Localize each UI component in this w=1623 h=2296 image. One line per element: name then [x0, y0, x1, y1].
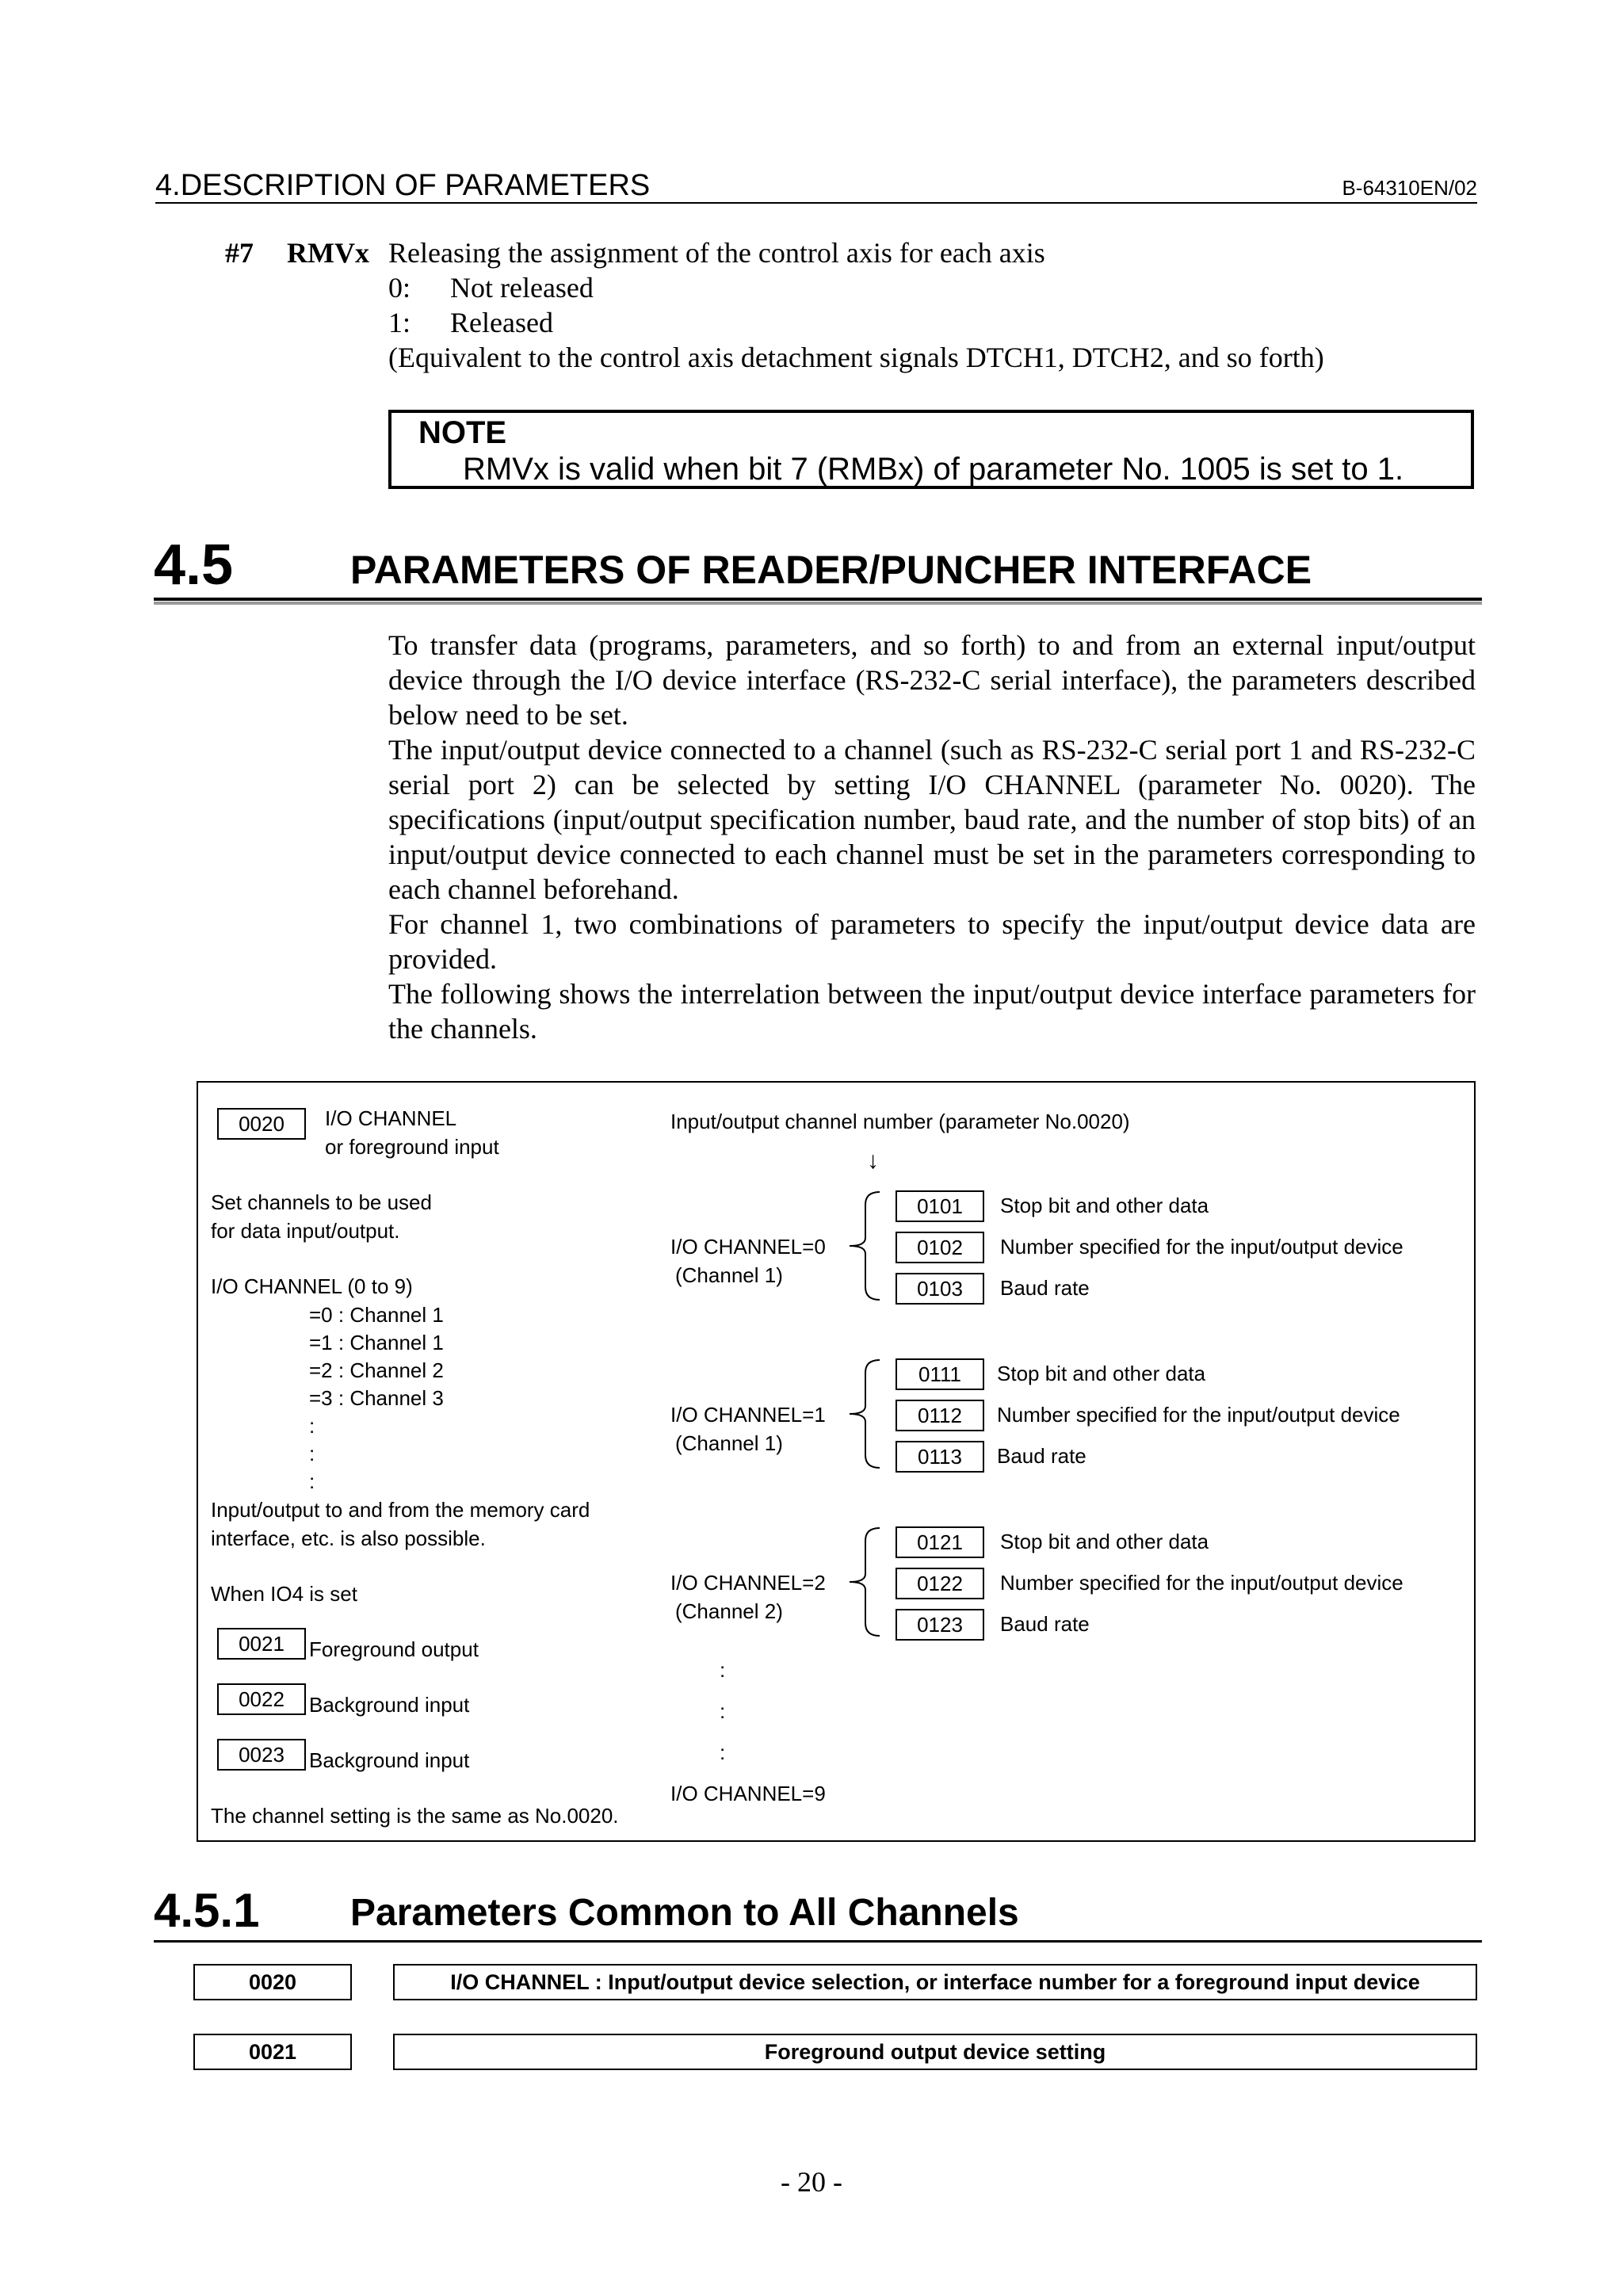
- param-number-cell: 0020: [193, 1964, 352, 2000]
- channel-sub: (Channel 1): [675, 1263, 783, 1287]
- channel-map-item: =1 : Channel 1: [309, 1331, 444, 1354]
- param-box: 0121: [896, 1526, 984, 1558]
- diagram-text: Input/output to and from the memory card: [211, 1498, 590, 1522]
- option-text: Not released: [450, 272, 594, 304]
- option-key: 0:: [388, 272, 411, 304]
- param-label: Number specified for the input/output device: [997, 1403, 1400, 1427]
- bit-equivalent: (Equivalent to the control axis detachment signals DTCH1, DTCH2, and so forth): [388, 342, 1324, 373]
- param-box: 0103: [896, 1273, 984, 1305]
- diagram-text: interface, etc. is also possible.: [211, 1526, 486, 1550]
- param-box: 0122: [896, 1568, 984, 1599]
- param-description-cell: I/O CHANNEL : Input/output device selection, or interface number for a foreground input device: [393, 1964, 1477, 2000]
- param-label: Baud rate: [1000, 1276, 1090, 1300]
- channel-sub: (Channel 1): [675, 1431, 783, 1455]
- param-label: Baud rate: [997, 1444, 1086, 1468]
- paragraph: For channel 1, two combinations of parameters to specify the input/output device data are provided.: [388, 908, 1476, 975]
- note-title: NOTE: [418, 415, 507, 450]
- channel-map-item: =3 : Channel 3: [309, 1386, 444, 1410]
- diagram-text: for data input/output.: [211, 1219, 400, 1243]
- param-label: Stop bit and other data: [1000, 1194, 1209, 1217]
- param-box: 0101: [896, 1190, 984, 1222]
- subsection-rule: [154, 1940, 1482, 1943]
- param-box: 0021: [217, 1628, 306, 1660]
- param-description-cell: Foreground output device setting: [393, 2034, 1477, 2070]
- channel-map-item: :: [309, 1414, 315, 1438]
- param-label: Background input: [309, 1748, 470, 1772]
- down-arrow-icon: ↓: [867, 1148, 879, 1174]
- diagram-title: Input/output channel number (parameter No.0020): [670, 1110, 1130, 1133]
- param-number-cell: 0021: [193, 2034, 352, 2070]
- bit-number: #7: [225, 237, 254, 269]
- bit-description: Releasing the assignment of the control axis for each axis: [388, 237, 1045, 269]
- param-label: Number specified for the input/output device: [1000, 1571, 1403, 1595]
- param-label: Background input: [309, 1693, 470, 1717]
- continuation-dots: :: [720, 1658, 726, 1682]
- param-box: 0022: [217, 1683, 306, 1715]
- diagram-text: The channel setting is the same as No.0020.: [211, 1804, 619, 1828]
- param-box: 0020: [217, 1108, 306, 1140]
- section-rule-shadow: [154, 602, 1482, 605]
- channel-label: I/O CHANNEL=9: [670, 1782, 826, 1805]
- bit-name: RMVx: [287, 237, 369, 269]
- channel-label: I/O CHANNEL=1: [670, 1403, 826, 1427]
- continuation-dots: :: [720, 1740, 726, 1764]
- paragraph: To transfer data (programs, parameters, and so forth) to and from an external input/output device through the I/O device interface (RS-232-C serial interface), the parameters described below need to be set.: [388, 629, 1476, 731]
- document-code: B-64310EN/02: [1342, 176, 1477, 200]
- section-number: 4.5: [154, 533, 234, 597]
- param-label: Baud rate: [1000, 1612, 1090, 1636]
- page-header-title: 4.DESCRIPTION OF PARAMETERS: [155, 169, 651, 202]
- param-label: Stop bit and other data: [997, 1362, 1206, 1385]
- param-box: 0102: [896, 1232, 984, 1263]
- channel-label: I/O CHANNEL=0: [670, 1235, 826, 1259]
- channel-map-item: :: [309, 1469, 315, 1493]
- option-text: Released: [450, 307, 553, 338]
- header-rule: [155, 202, 1477, 204]
- channel-map-item: :: [309, 1442, 315, 1465]
- diagram-text: I/O CHANNEL (0 to 9): [211, 1274, 413, 1298]
- param-label: or foreground input: [325, 1135, 499, 1159]
- param-box: 0023: [217, 1739, 306, 1771]
- paragraph: The following shows the interrelation between the input/output device interface parameters for the channels.: [388, 978, 1476, 1045]
- brace-icon: [846, 1189, 881, 1303]
- section-rule: [154, 598, 1482, 601]
- brace-icon: [846, 1357, 881, 1471]
- subsection-title: Parameters Common to All Channels: [350, 1892, 1019, 1934]
- continuation-dots: :: [720, 1699, 726, 1723]
- param-label: Stop bit and other data: [1000, 1530, 1209, 1553]
- section-title: PARAMETERS OF READER/PUNCHER INTERFACE: [350, 548, 1312, 592]
- param-box: 0113: [896, 1441, 984, 1473]
- param-box: 0123: [896, 1609, 984, 1641]
- diagram-text: Set channels to be used: [211, 1190, 432, 1214]
- channel-map-item: =0 : Channel 1: [309, 1303, 444, 1327]
- channel-label: I/O CHANNEL=2: [670, 1571, 826, 1595]
- diagram-text: When IO4 is set: [211, 1582, 357, 1606]
- page-number: - 20 -: [781, 2166, 842, 2198]
- option-key: 1:: [388, 307, 411, 338]
- param-box: 0111: [896, 1358, 984, 1390]
- param-label: Number specified for the input/output device: [1000, 1235, 1403, 1259]
- channel-sub: (Channel 2): [675, 1599, 783, 1623]
- subsection-number: 4.5.1: [154, 1884, 260, 1937]
- param-box: 0112: [896, 1400, 984, 1431]
- note-text: RMVx is valid when bit 7 (RMBx) of parameter No. 1005 is set to 1.: [463, 452, 1404, 487]
- channel-map-item: =2 : Channel 2: [309, 1358, 444, 1382]
- paragraph: The input/output device connected to a channel (such as RS-232-C serial port 1 and RS-232-C serial port 2) can be selected by setting I/O CHANNEL (parameter No. 0020). The specifications (input/output specification number, baud rate, and the number of stop bits) of an input/output device connected to each channel must be set in the parameters corresponding to each channel beforehand.: [388, 734, 1476, 905]
- param-label: I/O CHANNEL: [325, 1106, 457, 1130]
- brace-icon: [846, 1525, 881, 1639]
- param-label: Foreground output: [309, 1637, 479, 1661]
